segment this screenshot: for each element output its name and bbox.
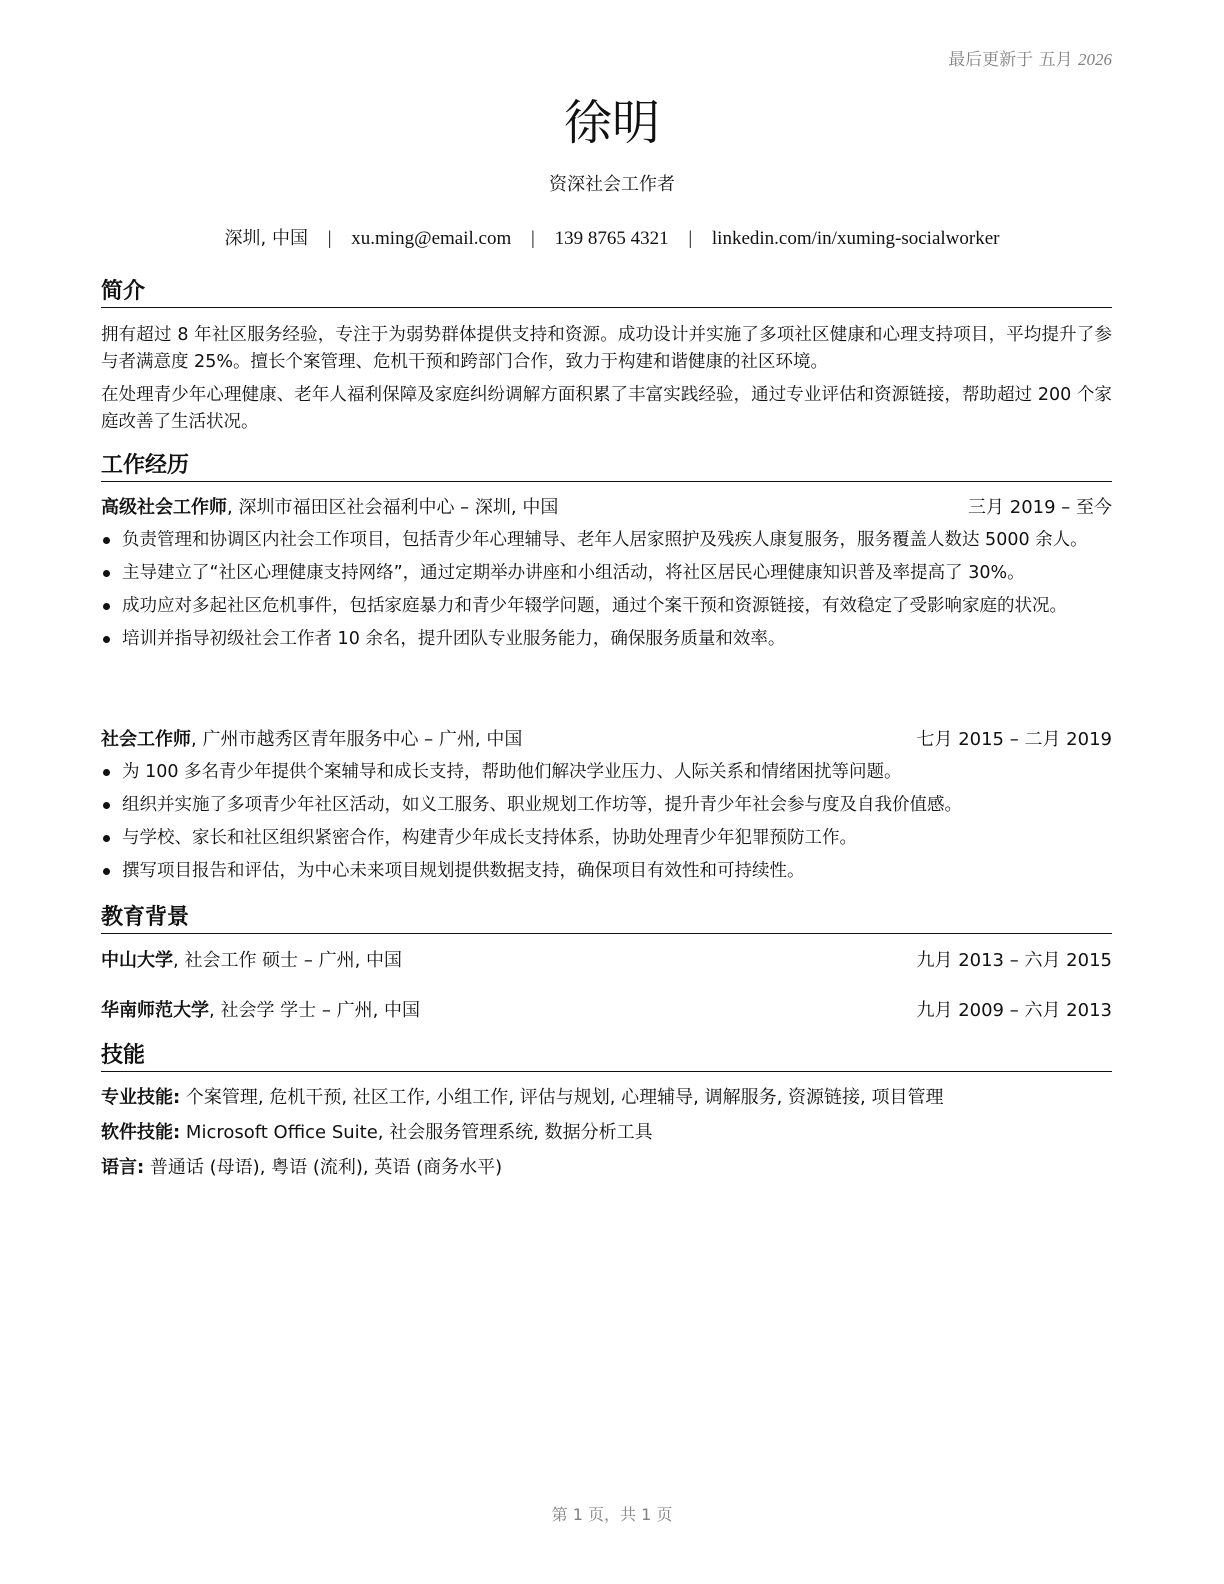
skill-label: 语言: [101,1157,145,1178]
last-updated-year: 2026 [1078,50,1112,69]
bullet-text: 组织并实施了多项青少年社区活动，如义工服务、职业规划工作坊等，提升青少年社会参与度及自我价值感。 [122,795,962,815]
skills-heading: 技能 [101,1042,1112,1072]
contact-separator: | [688,228,693,249]
job-header [101,727,1112,753]
resume-title: 资深社会工作者 [549,174,675,195]
contact-linkedin[interactable]: linkedin.com/in/xuming-socialworker [711,228,1000,249]
last-updated-label: 最后更新于 五月 [948,50,1073,70]
job-org: , 深圳市福田区社会福利中心 – 深圳, 中国 [227,497,559,518]
bullet-text: 与学校、家长和社区组织紧密合作，构建青少年成长支持体系，协助处理青少年犯罪预防工作。 [122,828,857,848]
experience-heading: 工作经历 [101,452,1112,482]
job-dates: 七月 2015 – 二月 2019 [916,729,1112,750]
list-item [101,858,1112,884]
skill-value: 个案管理, 危机干预, 社区工作, 小组工作, 评估与规划, 心理辅导, 调解服务, 资源链接, 项目管理 [180,1087,944,1108]
bullet-text: 负责管理和协调区内社会工作项目，包括青少年心理辅导、老年人居家照护及残疾人康复服务，服务覆盖人数达 5000 余人。 [122,530,1088,550]
contact-location: 深圳, 中国 [224,228,308,249]
summary-paragraph: 拥有超过 8 年社区服务经验，专注于为弱势群体提供支持和资源。成功设计并实施了多项社区健康和心理支持项目，平均提升了参与者满意度 25%。擅长个案管理、危机干预和跨部门合作，致力于构建和谐健康的社区环境。 [101,325,1112,372]
list-item [101,593,1112,619]
list-item [101,560,1112,586]
skill-row [101,1120,1112,1146]
skill-value: Microsoft Office Suite, 社会服务管理系统, 数据分析工具 [180,1122,653,1143]
bullet-icon [103,802,110,809]
education-dates: 九月 2013 – 六月 2015 [916,950,1112,971]
job-header [101,495,1112,521]
resume-name: 徐明 [563,95,660,151]
contact-separator: | [327,228,332,249]
bullet-text: 撰写项目报告和评估，为中心未来项目规划提供数据支持，确保项目有效性和可持续性。 [122,861,805,881]
skill-row [101,1155,1112,1181]
job-role: 高级社会工作师 [101,497,227,518]
education-item [101,948,1112,974]
skill-label: 软件技能: [101,1122,181,1143]
contact-email[interactable]: xu.ming@email.com [351,228,512,249]
bullet-text: 培训并指导初级社会工作者 10 余名，提升团队专业服务能力，确保服务质量和效率。 [122,629,786,649]
bullet-icon [103,868,110,875]
bullet-icon [103,537,110,544]
school-name: 中山大学 [101,950,173,971]
bullet-icon [103,603,110,610]
skill-row [101,1085,1112,1111]
last-updated [948,45,1112,70]
education-dates: 九月 2009 – 六月 2013 [916,1000,1112,1021]
contact-line [0,224,1224,250]
bullet-text: 主导建立了“社区心理健康支持网络”，通过定期举办讲座和小组活动，将社区居民心理健康知识普及率提高了 30%。 [122,563,1025,583]
summary-heading: 简介 [101,278,1112,308]
bullet-icon [103,636,110,643]
job-bullets [101,527,1112,659]
job-role: 社会工作师 [101,729,191,750]
education-heading: 教育背景 [101,904,1112,934]
degree-detail: , 社会学 学士 – 广州, 中国 [209,1000,421,1021]
bullet-text: 成功应对多起社区危机事件，包括家庭暴力和青少年辍学问题，通过个案干预和资源链接，有效稳定了受影响家庭的状况。 [122,596,1067,616]
school-name: 华南师范大学 [101,1000,209,1021]
bullet-icon [103,769,110,776]
bullet-icon [103,570,110,577]
list-item [101,792,1112,818]
list-item [101,825,1112,851]
degree-detail: , 社会工作 硕士 – 广州, 中国 [173,950,403,971]
skill-value: 普通话 (母语), 粤语 (流利), 英语 (商务水平) [144,1157,503,1178]
list-item [101,527,1112,553]
contact-separator: | [531,228,535,249]
education-item [101,998,1112,1024]
contact-phone[interactable]: 139 8765 4321 [554,228,669,249]
skill-label: 专业技能: [101,1087,181,1108]
job-org: , 广州市越秀区青年服务中心 – 广州, 中国 [191,729,523,750]
summary-paragraph: 在处理青少年心理健康、老年人福利保障及家庭纠纷调解方面积累了丰富实践经验，通过专业评估和资源链接，帮助超过 200 个家庭改善了生活状况。 [101,385,1112,432]
bullet-icon [103,835,110,842]
list-item [101,626,1112,652]
job-bullets [101,759,1112,891]
bullet-text: 为 100 多名青少年提供个案辅导和成长支持，帮助他们解决学业压力、人际关系和情绪困扰等问题。 [122,762,902,782]
job-dates: 三月 2019 – 至今 [968,497,1112,518]
page-number: 第 1 页，共 1 页 [551,1505,673,1524]
list-item [101,759,1112,785]
